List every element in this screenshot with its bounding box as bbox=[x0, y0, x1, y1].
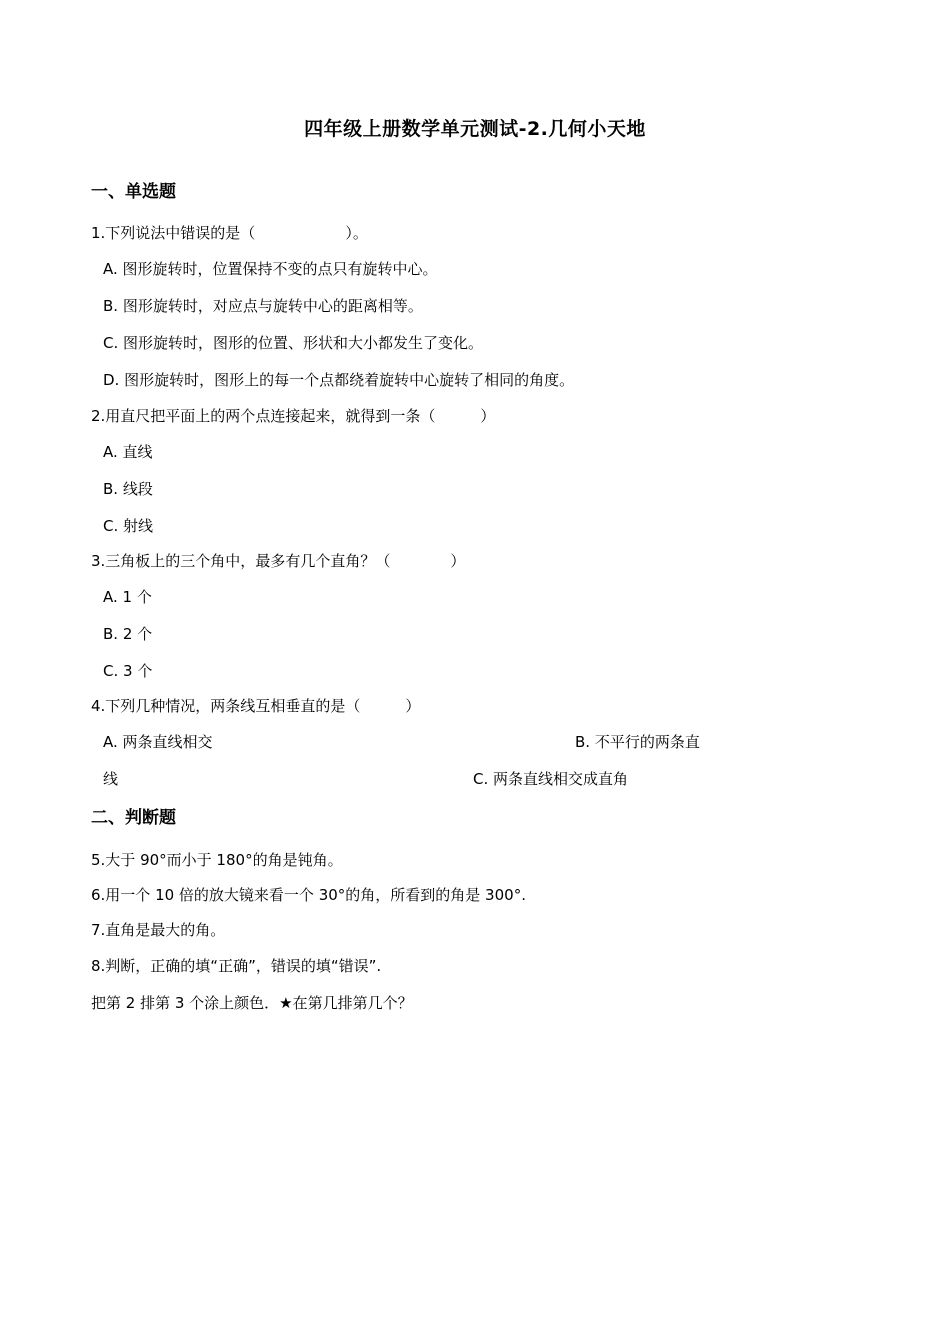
question-1-option-d: D. 图形旋转时，图形上的每一个点都绕着旋转中心旋转了相同的角度。 bbox=[103, 371, 575, 389]
question-2-option-a: A. 直线 bbox=[103, 443, 153, 461]
page-title: 四年级上册数学单元测试-2.几何小天地 bbox=[304, 118, 646, 140]
question-4-stem: 4.下列几种情况，两条线互相垂直的是（ ） bbox=[91, 697, 421, 715]
section-title-true-false: 二、判断题 bbox=[91, 808, 176, 828]
question-1-option-b: B. 图形旋转时，对应点与旋转中心的距离相等。 bbox=[103, 297, 423, 315]
question-4-option-b-continued: 线 bbox=[103, 770, 119, 788]
question-1-option-a: A. 图形旋转时，位置保持不变的点只有旋转中心。 bbox=[103, 260, 438, 278]
question-6: 6.用一个 10 倍的放大镜来看一个 30°的角，所看到的角是 300°. bbox=[91, 886, 526, 904]
question-4-option-c: C. 两条直线相交成直角 bbox=[473, 770, 629, 788]
question-3-stem: 3.三角板上的三个角中，最多有几个直角？（ ） bbox=[91, 552, 466, 570]
section-title-single-choice: 一、单选题 bbox=[91, 182, 176, 202]
question-8: 8.判断，正确的填“正确”，错误的填“错误”. bbox=[91, 957, 382, 975]
question-2-stem: 2.用直尺把平面上的两个点连接起来，就得到一条（ ） bbox=[91, 407, 496, 425]
question-3-option-a: A. 1 个 bbox=[103, 588, 152, 606]
question-2-option-b: B. 线段 bbox=[103, 480, 153, 498]
question-7: 7.直角是最大的角。 bbox=[91, 921, 226, 939]
question-1-option-c: C. 图形旋转时，图形的位置、形状和大小都发生了变化。 bbox=[103, 334, 484, 352]
question-4-option-a: A. 两条直线相交 bbox=[103, 733, 213, 751]
question-1-stem: 1.下列说法中错误的是（ ）。 bbox=[91, 224, 368, 242]
question-3-option-b: B. 2 个 bbox=[103, 625, 153, 643]
question-3-option-c: C. 3 个 bbox=[103, 662, 153, 680]
question-4-option-b: B. 不平行的两条直 bbox=[575, 733, 700, 751]
question-2-option-c: C. 射线 bbox=[103, 517, 154, 535]
question-8-subtext: 把第 2 排第 3 个涂上颜色．★在第几排第几个？ bbox=[91, 994, 413, 1012]
question-5: 5.大于 90°而小于 180°的角是钝角。 bbox=[91, 851, 343, 869]
